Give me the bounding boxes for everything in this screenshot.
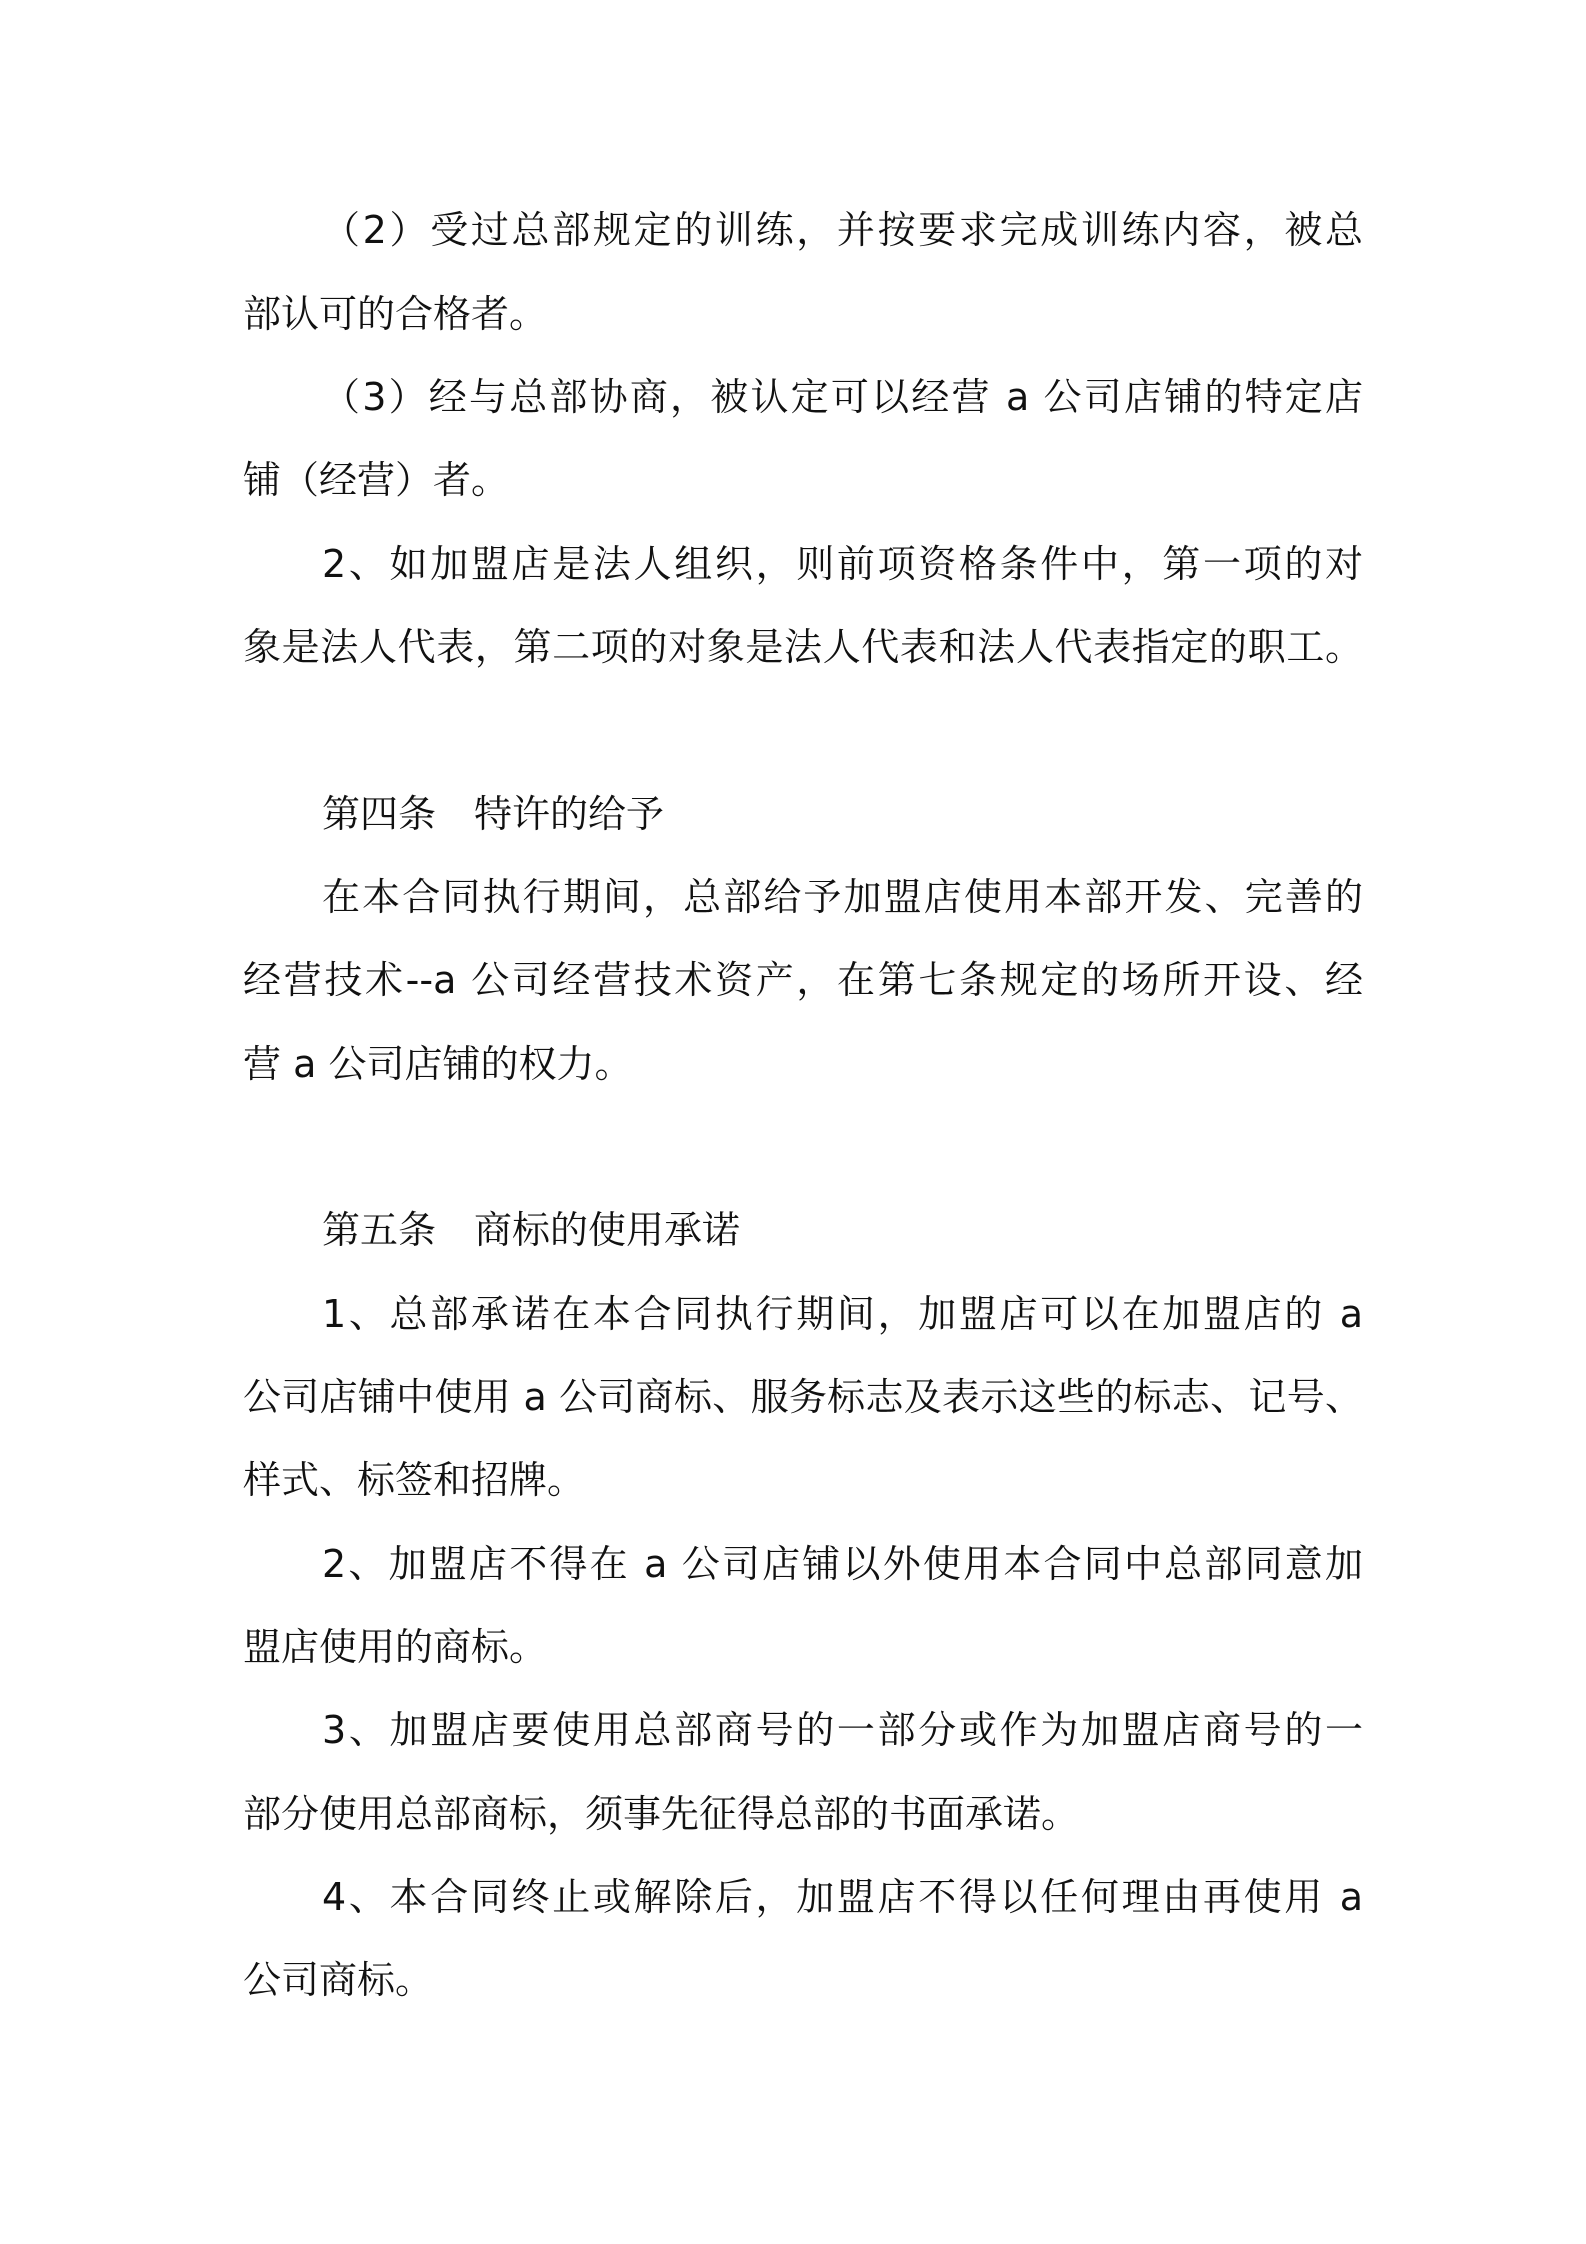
clause-5-item-2-line-2: 盟店使用的商标。: [243, 1625, 548, 1669]
clause-5-item-4-line-2: 公司商标。: [243, 1958, 434, 2002]
clause-5-heading: 第五条 商标的使用承诺: [322, 1208, 741, 1252]
clause-3-item-2-line-2: 部认可的合格者。: [243, 292, 548, 336]
clause-5-item-3-line-1: 3、加盟店要使用总部商号的一部分或作为加盟店商号的一: [322, 1708, 1363, 1752]
clause-5-item-4-line-1: 4、本合同终止或解除后，加盟店不得以任何理由再使用 a: [322, 1875, 1363, 1919]
clause-5-item-1-line-1: 1、总部承诺在本合同执行期间，加盟店可以在加盟店的 a: [322, 1292, 1363, 1336]
clause-4-heading: 第四条 特许的给予: [322, 792, 665, 836]
clause-3-item-3-line-2: 铺（经营）者。: [243, 458, 510, 502]
clause-5-item-3-line-2: 部分使用总部商标，须事先征得总部的书面承诺。: [243, 1792, 1080, 1836]
clause-4-body-line-1: 在本合同执行期间，总部给予加盟店使用本部开发、完善的: [322, 875, 1363, 919]
clause-5-item-1-line-2: 公司店铺中使用 a 公司商标、服务标志及表示这些的标志、记号、: [243, 1375, 1363, 1419]
clause-4-body-line-2: 经营技术--a 公司经营技术资产，在第七条规定的场所开设、经: [243, 958, 1363, 1002]
clause-5-item-2-line-1: 2、加盟店不得在 a 公司店铺以外使用本合同中总部同意加: [322, 1542, 1363, 1586]
clause-3-para-2-line-2: 象是法人代表，第二项的对象是法人代表和法人代表指定的职工。: [243, 625, 1363, 669]
clause-3-para-2-line-1: 2、如加盟店是法人组织，则前项资格条件中，第一项的对: [322, 542, 1363, 586]
clause-3-item-3-line-1: （3）经与总部协商，被认定可以经营 a 公司店铺的特定店: [322, 375, 1363, 419]
clause-5-item-1-line-3: 样式、标签和招牌。: [243, 1458, 586, 1502]
clause-3-item-2-line-1: （2）受过总部规定的训练，并按要求完成训练内容，被总: [322, 208, 1363, 252]
clause-4-body-line-3: 营 a 公司店铺的权力。: [243, 1042, 633, 1086]
